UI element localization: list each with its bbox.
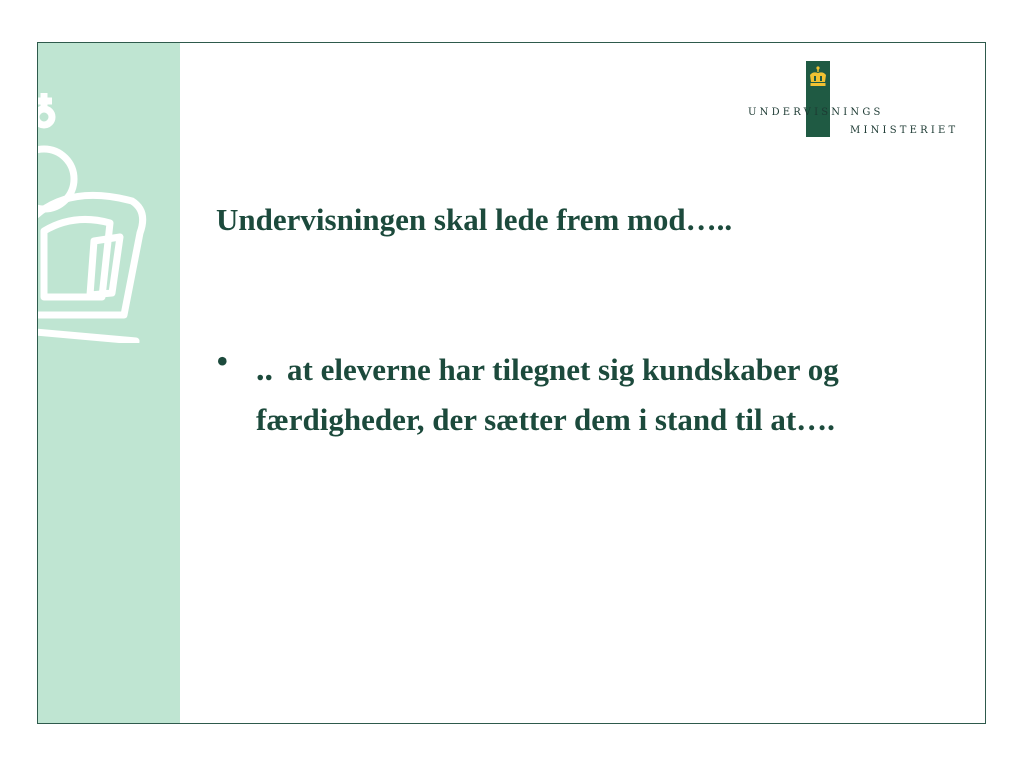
slide-title: Undervisningen skal lede frem mod….. bbox=[216, 202, 733, 237]
crown-icon bbox=[808, 65, 828, 89]
bullet-text: at eleverne har tilegnet sig kundskaber og færdigheder, der sætter dem i stand til at…. bbox=[256, 352, 839, 437]
crown-watermark-icon bbox=[38, 83, 164, 343]
ministry-logo bbox=[746, 61, 966, 141]
bullet-item bbox=[256, 345, 916, 445]
slide bbox=[37, 42, 986, 724]
side-band bbox=[38, 43, 180, 723]
bullet-lead: .. bbox=[256, 351, 273, 388]
logo-text-line2: MINISTERIET bbox=[850, 125, 959, 136]
bullet-marker: • bbox=[216, 341, 229, 381]
logo-text-line1: UNDERVISNINGS bbox=[748, 107, 884, 118]
